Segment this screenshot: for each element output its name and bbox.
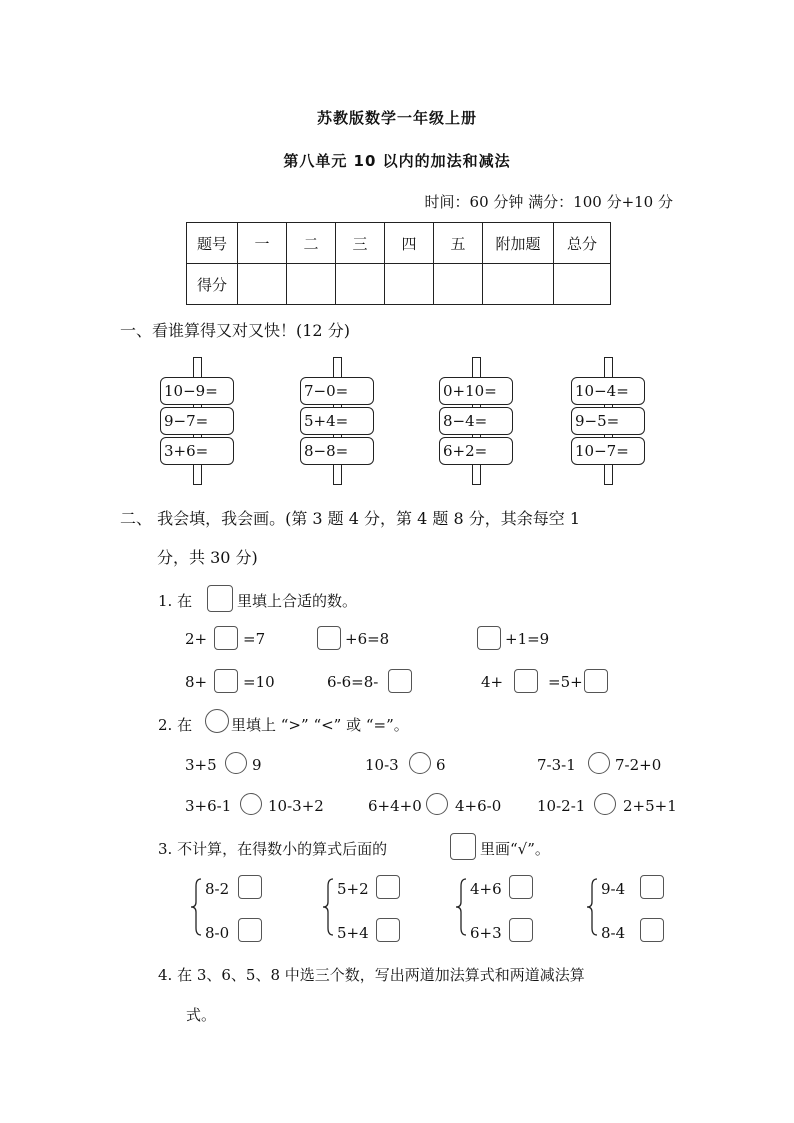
- q1-expr: =5+: [548, 673, 583, 691]
- score-input-cell[interactable]: [385, 264, 434, 305]
- score-table-score-row: [187, 264, 611, 305]
- table-cell: 一: [238, 223, 287, 264]
- score-input-cell[interactable]: [434, 264, 483, 305]
- table-cell: 三: [336, 223, 385, 264]
- abacus-bead: 0+10=: [439, 377, 513, 405]
- score-input-cell[interactable]: [287, 264, 336, 305]
- q2-expr: 7-3-1: [537, 756, 576, 774]
- q1-expr: 2+: [185, 630, 208, 648]
- check-box[interactable]: [238, 875, 262, 899]
- section-2-heading-line-1: 二、 我会填，我会画。(第 3 题 4 分，第 4 题 8 分，其余每空 1: [120, 509, 581, 528]
- q1-expr: =10: [243, 673, 275, 691]
- abacus-bead: 8−4=: [439, 407, 513, 435]
- section-2-heading-line-2: 分，共 30 分): [157, 548, 258, 567]
- q3-expr: 5+2: [337, 880, 369, 898]
- q1-prompt-post: 里填上合适的数。: [237, 592, 358, 610]
- score-input-cell[interactable]: [554, 264, 611, 305]
- q1-expr: 4+: [481, 673, 504, 691]
- abacus-bead: 5+4=: [300, 407, 374, 435]
- unit-subtitle: 第八单元 10 以内的加法和减法: [283, 152, 511, 170]
- answer-box[interactable]: [514, 669, 538, 693]
- score-table: [186, 222, 611, 305]
- q3-expr: 8-2: [205, 880, 230, 898]
- brace-icon: [190, 878, 202, 936]
- q3-expr: 6+3: [470, 924, 502, 942]
- check-box[interactable]: [509, 918, 533, 942]
- abacus-bead: 3+6=: [160, 437, 234, 465]
- q3-expr: 4+6: [470, 880, 502, 898]
- compare-circle[interactable]: [409, 752, 431, 774]
- compare-circle-example: [205, 709, 229, 733]
- q1-expr: 8+: [185, 673, 208, 691]
- q3-expr: 9-4: [601, 880, 626, 898]
- q2-expr: 6+4+0: [368, 797, 422, 815]
- q3-prompt-pre: 3. 不计算，在得数小的算式后面的: [158, 840, 388, 858]
- q2-expr: 10-2-1: [537, 797, 586, 815]
- check-box[interactable]: [640, 875, 664, 899]
- score-input-cell[interactable]: [238, 264, 287, 305]
- answer-box[interactable]: [477, 626, 501, 650]
- q2-expr: 10-3: [365, 756, 399, 774]
- answer-box[interactable]: [584, 669, 608, 693]
- compare-circle[interactable]: [588, 752, 610, 774]
- abacus-bead: 6+2=: [439, 437, 513, 465]
- q2-expr: 4+6-0: [455, 797, 502, 815]
- q2-expr: 3+5: [185, 756, 217, 774]
- q2-expr: 6: [436, 756, 446, 774]
- check-box[interactable]: [640, 918, 664, 942]
- table-cell: 得分: [187, 264, 238, 305]
- q4-prompt-line-2: 式。: [186, 1006, 217, 1024]
- q1-expr: =7: [243, 630, 266, 648]
- q2-expr: 2+5+1: [623, 797, 677, 815]
- check-box[interactable]: [376, 875, 400, 899]
- answer-box-example: [207, 585, 233, 612]
- q2-prompt-post: 里填上 “>” “<” 或 “=”。: [231, 716, 409, 734]
- q3-prompt-post: 里画“√”。: [480, 840, 550, 858]
- table-cell: 题号: [187, 223, 238, 264]
- table-cell: 附加题: [483, 223, 554, 264]
- table-cell: 五: [434, 223, 483, 264]
- compare-circle[interactable]: [594, 793, 616, 815]
- q2-expr: 3+6-1: [185, 797, 232, 815]
- check-box[interactable]: [238, 918, 262, 942]
- q3-expr: 5+4: [337, 924, 369, 942]
- abacus-bead: 7−0=: [300, 377, 374, 405]
- document-title: 苏教版数学一年级上册: [316, 109, 477, 127]
- check-box[interactable]: [509, 875, 533, 899]
- abacus-bead: 10−7=: [571, 437, 645, 465]
- q3-expr: 8-0: [205, 924, 230, 942]
- answer-box-example: [450, 833, 476, 860]
- answer-box[interactable]: [214, 669, 238, 693]
- abacus-bead: 8−8=: [300, 437, 374, 465]
- answer-box[interactable]: [388, 669, 412, 693]
- table-cell: 四: [385, 223, 434, 264]
- q3-expr: 8-4: [601, 924, 626, 942]
- q2-expr: 10-3+2: [268, 797, 324, 815]
- brace-icon: [322, 878, 334, 936]
- q1-expr: +6=8: [345, 630, 390, 648]
- compare-circle[interactable]: [426, 793, 448, 815]
- abacus-bead: 10−9=: [160, 377, 234, 405]
- brace-icon: [455, 878, 467, 936]
- q1-expr: +1=9: [505, 630, 550, 648]
- score-table-header-row: [187, 223, 611, 264]
- q4-prompt-line-1: 4. 在 3、6、5、8 中选三个数，写出两道加法算式和两道减法算: [158, 966, 585, 984]
- q1-prompt-pre: 1. 在: [158, 592, 193, 610]
- score-input-cell[interactable]: [336, 264, 385, 305]
- compare-circle[interactable]: [240, 793, 262, 815]
- compare-circle[interactable]: [225, 752, 247, 774]
- q2-expr: 7-2+0: [615, 756, 662, 774]
- abacus-bead: 9−7=: [160, 407, 234, 435]
- q2-expr: 9: [252, 756, 262, 774]
- check-box[interactable]: [376, 918, 400, 942]
- section-1-heading: 一、看谁算得又对又快！(12 分): [120, 321, 350, 340]
- abacus-bead: 9−5=: [571, 407, 645, 435]
- answer-box[interactable]: [317, 626, 341, 650]
- score-input-cell[interactable]: [483, 264, 554, 305]
- brace-icon: [586, 878, 598, 936]
- table-cell: 总分: [554, 223, 611, 264]
- abacus-bead: 10−4=: [571, 377, 645, 405]
- q1-expr: 6-6=8-: [327, 673, 379, 691]
- table-cell: 二: [287, 223, 336, 264]
- q2-prompt-pre: 2. 在: [158, 716, 193, 734]
- time-info: 时间：60 分钟 满分：100 分+10 分: [424, 193, 673, 211]
- answer-box[interactable]: [214, 626, 238, 650]
